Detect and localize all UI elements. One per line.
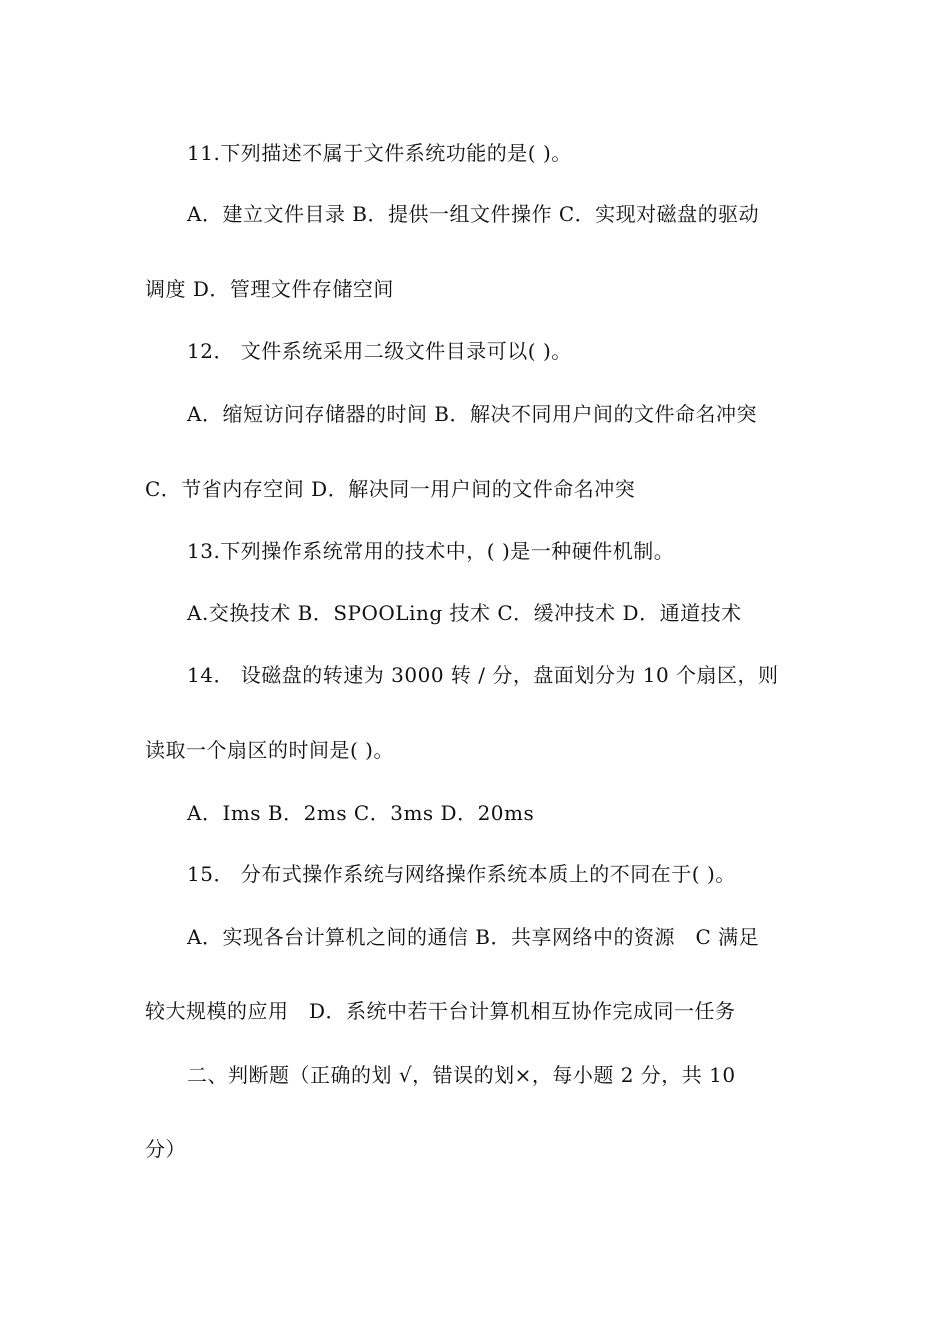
question-14-stem-cont: 读取一个扇区的时间是( )。 [145, 738, 394, 762]
question-15-stem: 15． 分布式操作系统与网络操作系统本质上的不同在于( )。 [187, 862, 736, 886]
question-15-options: A．实现各台计算机之间的通信 B．共享网络中的资源 C 满足 [187, 925, 760, 949]
question-15-options-cont: 较大规模的应用 D．系统中若干台计算机相互协作完成同一任务 [145, 999, 736, 1023]
question-12-options: A．缩短访问存储器的时间 B．解决不同用户间的文件命名冲突 [187, 402, 757, 426]
question-11-stem: 11.下列描述不属于文件系统功能的是( )。 [187, 141, 572, 165]
question-12-stem: 12． 文件系统采用二级文件目录可以( )。 [187, 339, 572, 363]
question-11-options: A．建立文件目录 B．提供一组文件操作 C．实现对磁盘的驱动 [187, 202, 760, 226]
question-12-options-cont: C．节省内存空间 D．解决同一用户间的文件命名冲突 [145, 477, 636, 501]
question-14-options: A．Ims B．2ms C．3ms D．20ms [187, 801, 535, 825]
section-heading-true-false: 二、判断题（正确的划 √，错误的划×，每小题 2 分，共 10 [187, 1063, 736, 1087]
question-14-stem: 14． 设磁盘的转速为 3000 转 / 分，盘面划分为 10 个扇区，则 [187, 663, 779, 687]
section-heading-true-false-cont: 分） [145, 1137, 186, 1161]
question-13-options: A.交换技术 B．SPOOLing 技术 C．缓冲技术 D．通道技术 [187, 601, 742, 625]
question-11-options-cont: 调度 D．管理文件存储空间 [145, 277, 394, 301]
question-13-stem: 13.下列操作系统常用的技术中，( )是一种硬件机制。 [187, 539, 675, 563]
